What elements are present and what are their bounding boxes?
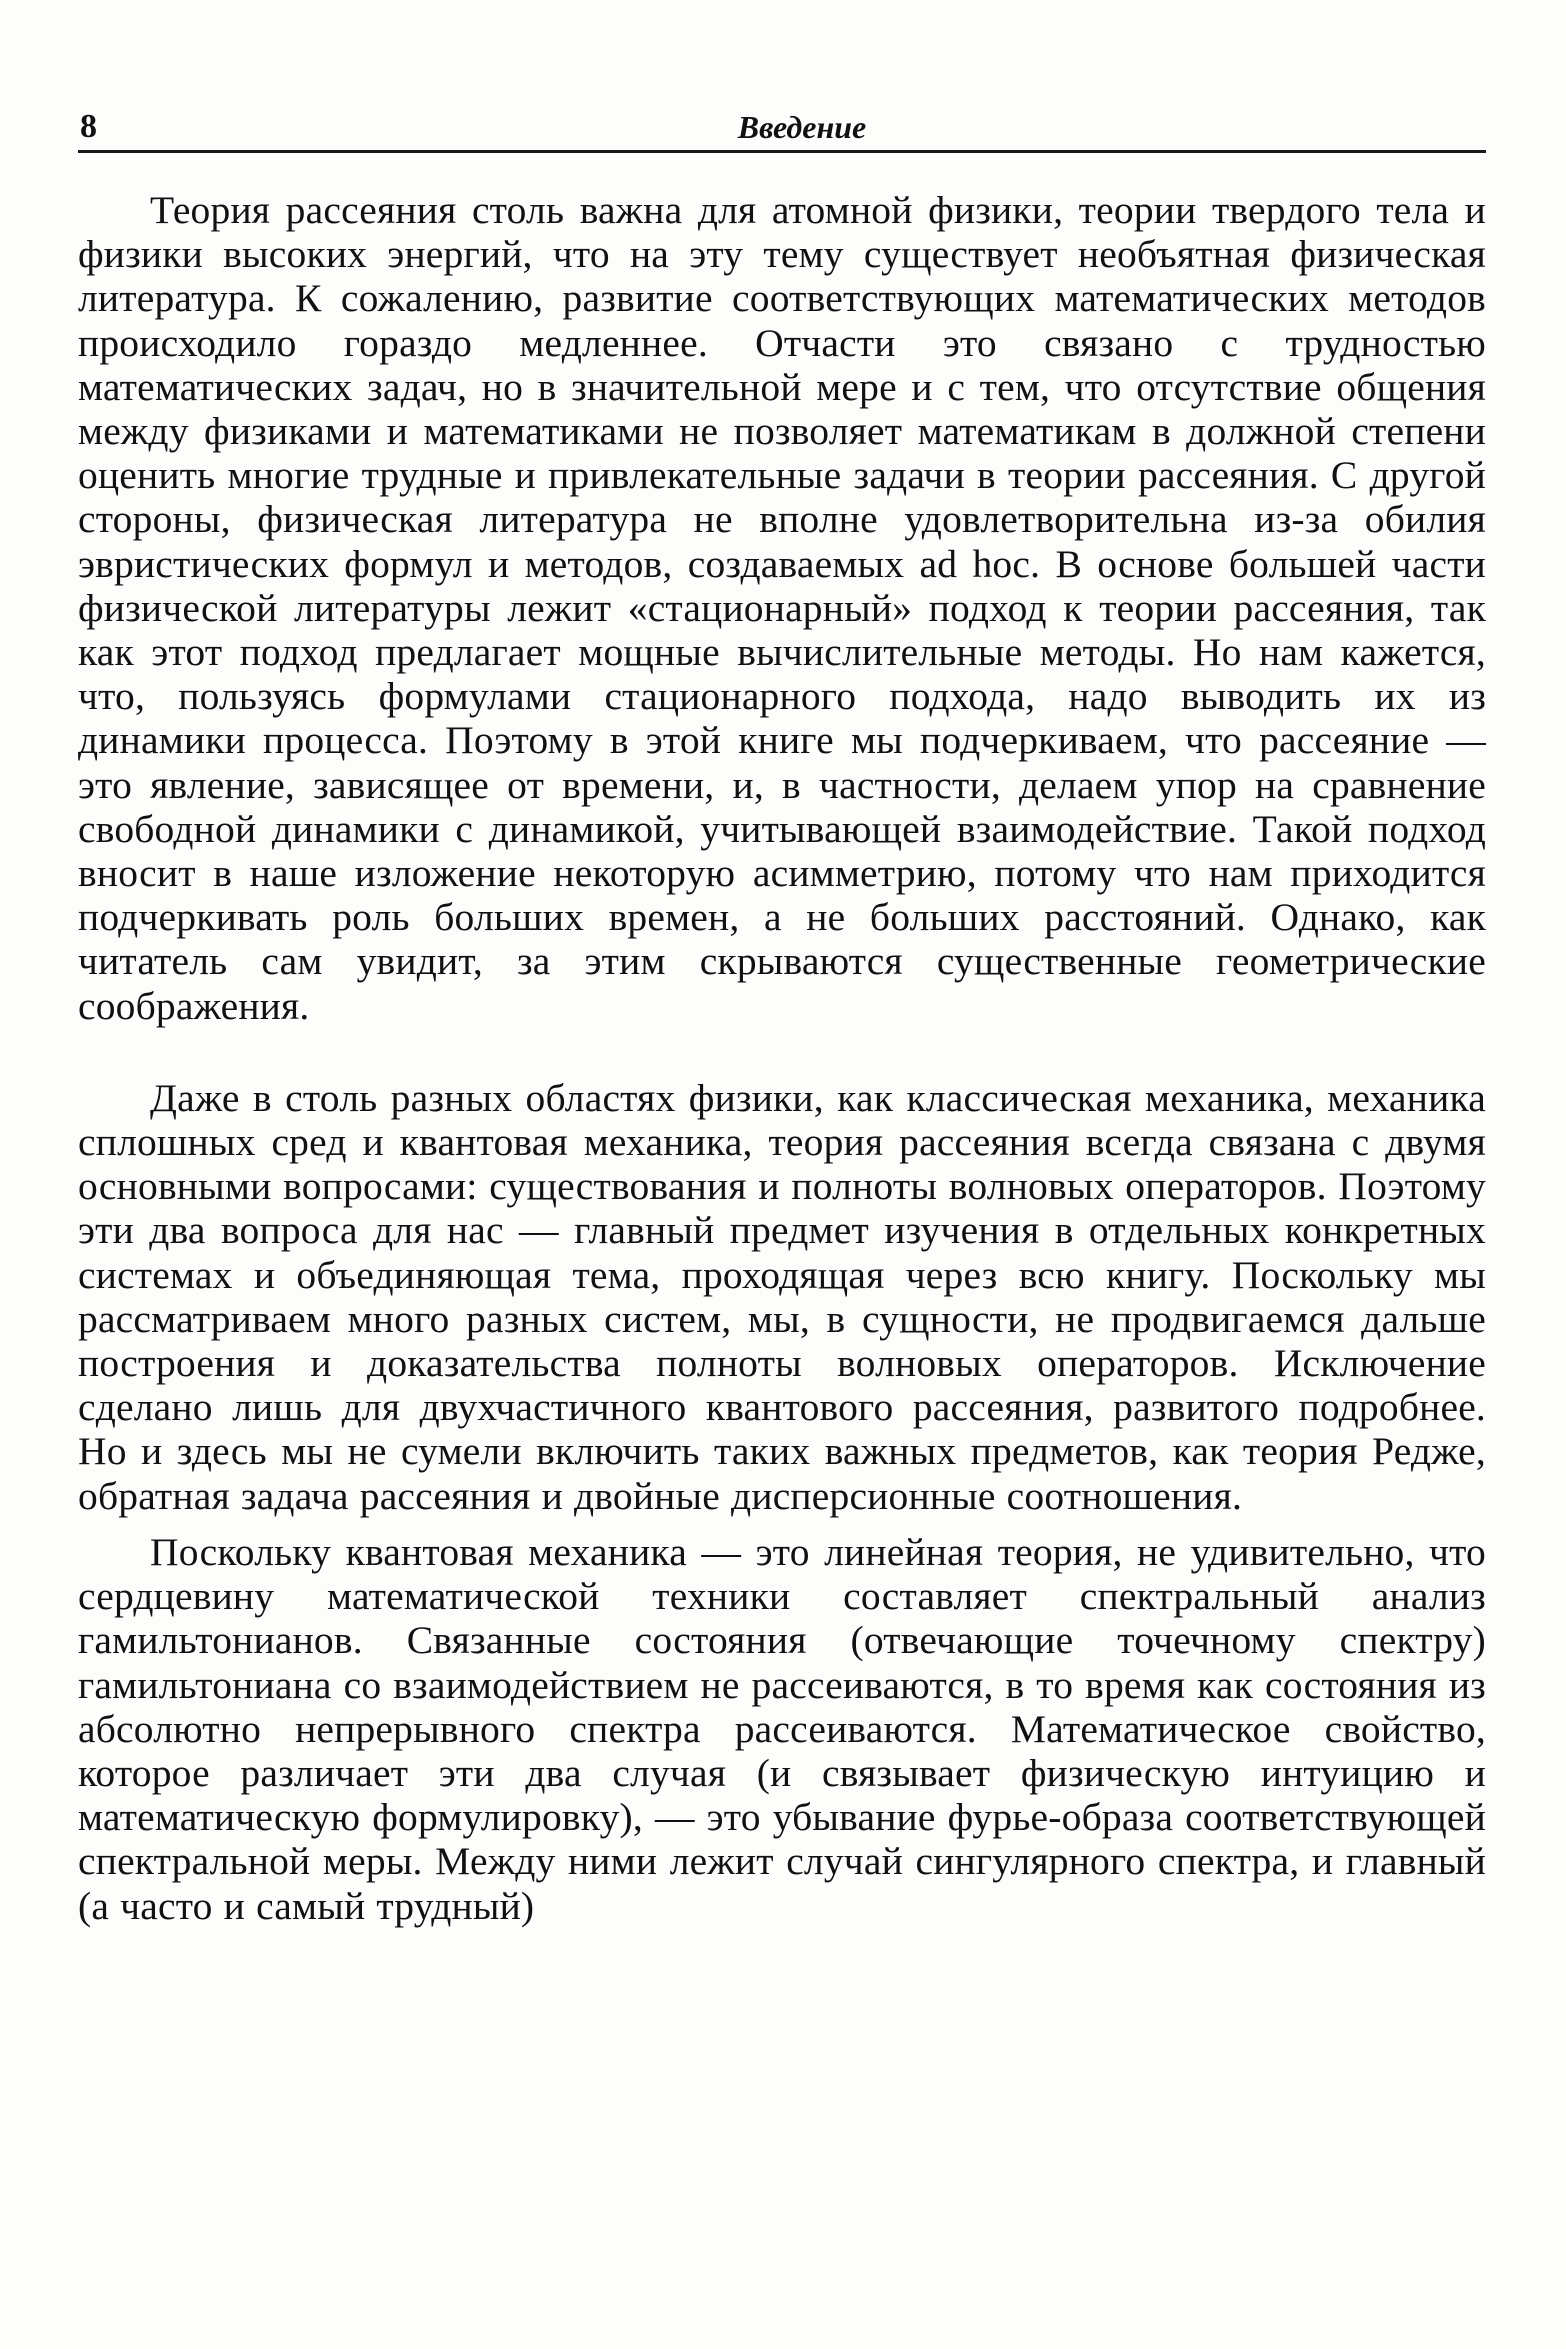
page-header	[78, 104, 1486, 153]
paragraph-wave-operators: Даже в столь разных областях физики, как классическая механика, механика сплошных сред и квантовая механика, теория рассеяния всегда связана с двумя основными вопросами: существования и полноты волновых операторов. Поэтому эти два вопроса для нас — главный предмет изучения в отдельных конкретных системах и объединяющая тема, проходящая через всю книгу. Поскольку мы рассматриваем много разных систем, мы, в сущности, не продвигаемся дальше построения и доказательства полноты волновых операторов. Исключение сделано лишь для двухчастичного квантового рассеяния, развитого подробнее. Но и здесь мы не сумели включить таких важных предметов, как теория Редже, обратная задача рассеяния и двойные дисперсионные соотношения.	[78, 1075, 1486, 1518]
paragraph-scattering-theory-importance: Теория рассеяния столь важна для атомной физики, теории твердого тела и физики высоких энергий, что на эту тему существует необъятная физическая литература. К сожалению, развитие соответствующих математических методов происходило гораздо медленнее. Отчасти это связано с трудностью математических задач, но в значительной мере и с тем, что отсутствие общения между физиками и математиками не позволяет математикам в должной степени оценить многие трудные и привлекательные задачи в теории рассеяния. С другой стороны, физическая литература не вполне удовлетворительна из-за обилия эвристических формул и методов, создаваемых ad hoc. В основе большей части физической литературы лежит «стационарный» подход к теории рассеяния, так как этот подход предлагает мощные вычислительные методы. Но нам кажется, что, пользуясь формулами стационарного подхода, надо выводить их из динамики процесса. Поэтому в этой книге мы подчеркиваем, что рассеяние — это явление, зависящее от времени, и, в частности, делаем упор на сравнение свободной динамики с динамикой, учитывающей взаимодействие. Такой подход вносит в наше изложение некоторую асимметрию, потому что нам приходится подчеркивать роль больших времен, а не больших расстояний. Однако, как читатель сам увидит, за этим скрываются существенные геометрические соображения.	[78, 188, 1486, 1028]
main-text	[78, 188, 1486, 1928]
paragraph-spectral-analysis: Поскольку квантовая механика — это линейная теория, не удивительно, что сердцевину математической техники составляет спектральный анализ гамильтонианов. Связанные состояния (отвечающие точечному спектру) гамильтониана со взаимодействием не рассеиваются, в то время как состояния из абсолютно непрерывного спектра рассеиваются. Математическое свойство, которое различает эти два случая (и связывает физическую интуицию и математическую формулировку), — это убывание фурье-образа соответствующей спектральной меры. Между ними лежит случай сингулярного спектра, и главный (а часто и самый трудный)	[78, 1529, 1486, 1928]
page-number: 8	[80, 108, 97, 145]
running-title: Введение	[737, 109, 867, 145]
